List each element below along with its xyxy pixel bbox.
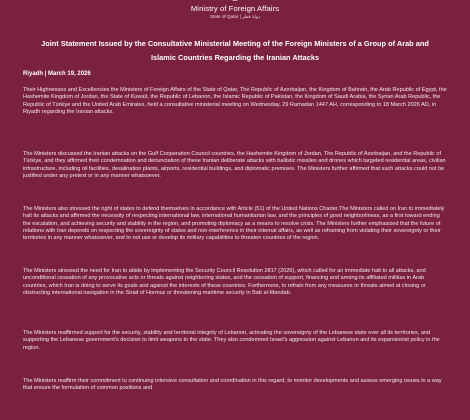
paragraph-lebanon: The Ministers reaffirmed support for the security, stability and territorial integrity of Lebanon, activating the sovereignty of the Lebanese state over all its territories, and supporting the Lebanese government's decision to limit weapons to the state. They also condemned Israel's aggression against Lebanon and its expansionist policy in the region.	[23, 330, 440, 351]
paragraph-coordination: The Ministers reaffirm their commitment to continuing intensive consultation and coordination in this regard, to monitor developments and assess emerging issues in a way that ensure the formulation of common positions and	[23, 378, 442, 392]
ministry-name: Ministry of Foreign Affairs	[190, 4, 280, 13]
paragraph-condemnation: The Ministers discussed the Iranian attacks on the Gulf Cooperation Council countries, the Hashemite Kingdom of Jordan, The Republic of Azerbaijan, and the Republic of Türkiye, and they affirmed their condemnation and denunciation of these Iranian deliberate attacks with ballistic missiles and drones which targeted residential areas, civilian infrastructure, including oil facilities, desalination plants, airports, residential buildings, and diplomatic premises. The Ministers further affirmed that such attacks could not be justified under any pretext or in any manner whatsoever.	[23, 151, 446, 180]
paragraph-self-defense: The Ministers also stressed the right of states to defend themselves in accordance with Article (51) of the United Nations Charter.The Ministers called on Iran to immediately halt its attacks and affirmed the necessity of respecting international law, international humanitarian law, and the principles of good neighborliness, as a first toward ending the escalation, and achieving security and stability in the region, and promoting diplomacy as a means to resolve crisis. The Ministers further emphasized that the future of relations with Iran depends on respecting the sovereignty of states and non-interference in their internal affairs, as well as refraining from violating their sovereignty or their territories in any manner whatsoever, and to not use or develop its military capabilities to threaten countries of the region.	[23, 206, 445, 242]
paragraph-security-council: The Ministers stressed the need for Iran to abide by implementing the Security Council Resolution 2817 (2026), which called for an immediate halt to all attacks, and unconditional cessation of any provocative acts or threats against neighboring states, and the cessation of support, financing and arming its affiliated militias in Arab countries, which Iran is doing to serve its goals and against the interests of these countries. Furthermore, to refrain from any measures or threats aimed at closing or obstructing international navigation in the Strait of Hormuz or threatening maritime security in Bab al-Mandab.	[23, 268, 426, 297]
paragraph-attendees: Their Highnesses and Excellencies the Ministers of Foreign Affairs of the State of Qatar, The Republic of Azerbaijan, the Kingdom of Bahrain, the Arab Republic of Egypt, the Hashemite Kingdom of Jordan, the State of Kuwait, the Republic of Lebanon, the Islamic Republic of Pakistan, the Kingdom of Saudi Arabia, the Syrian Arab Republic, the Republic of Türkiye and the United Arab Emirates, held a consultative ministerial meeting on Wednesday, 29 Ramadan 1447 AH, corresponding to 18 March 2026 AD, in Riyadh regarding the Iranian attacks.	[23, 87, 447, 116]
state-name: State of Qatar | دولة قطر	[209, 14, 261, 19]
dateline: Riyadh | March 19, 2026	[23, 71, 91, 77]
statement-title: Joint Statement Issued by the Consultative Ministerial Meeting of the Foreign Ministers of a Group of Arab and Islamic Countries Regarding the Iranian Attacks	[41, 39, 429, 62]
